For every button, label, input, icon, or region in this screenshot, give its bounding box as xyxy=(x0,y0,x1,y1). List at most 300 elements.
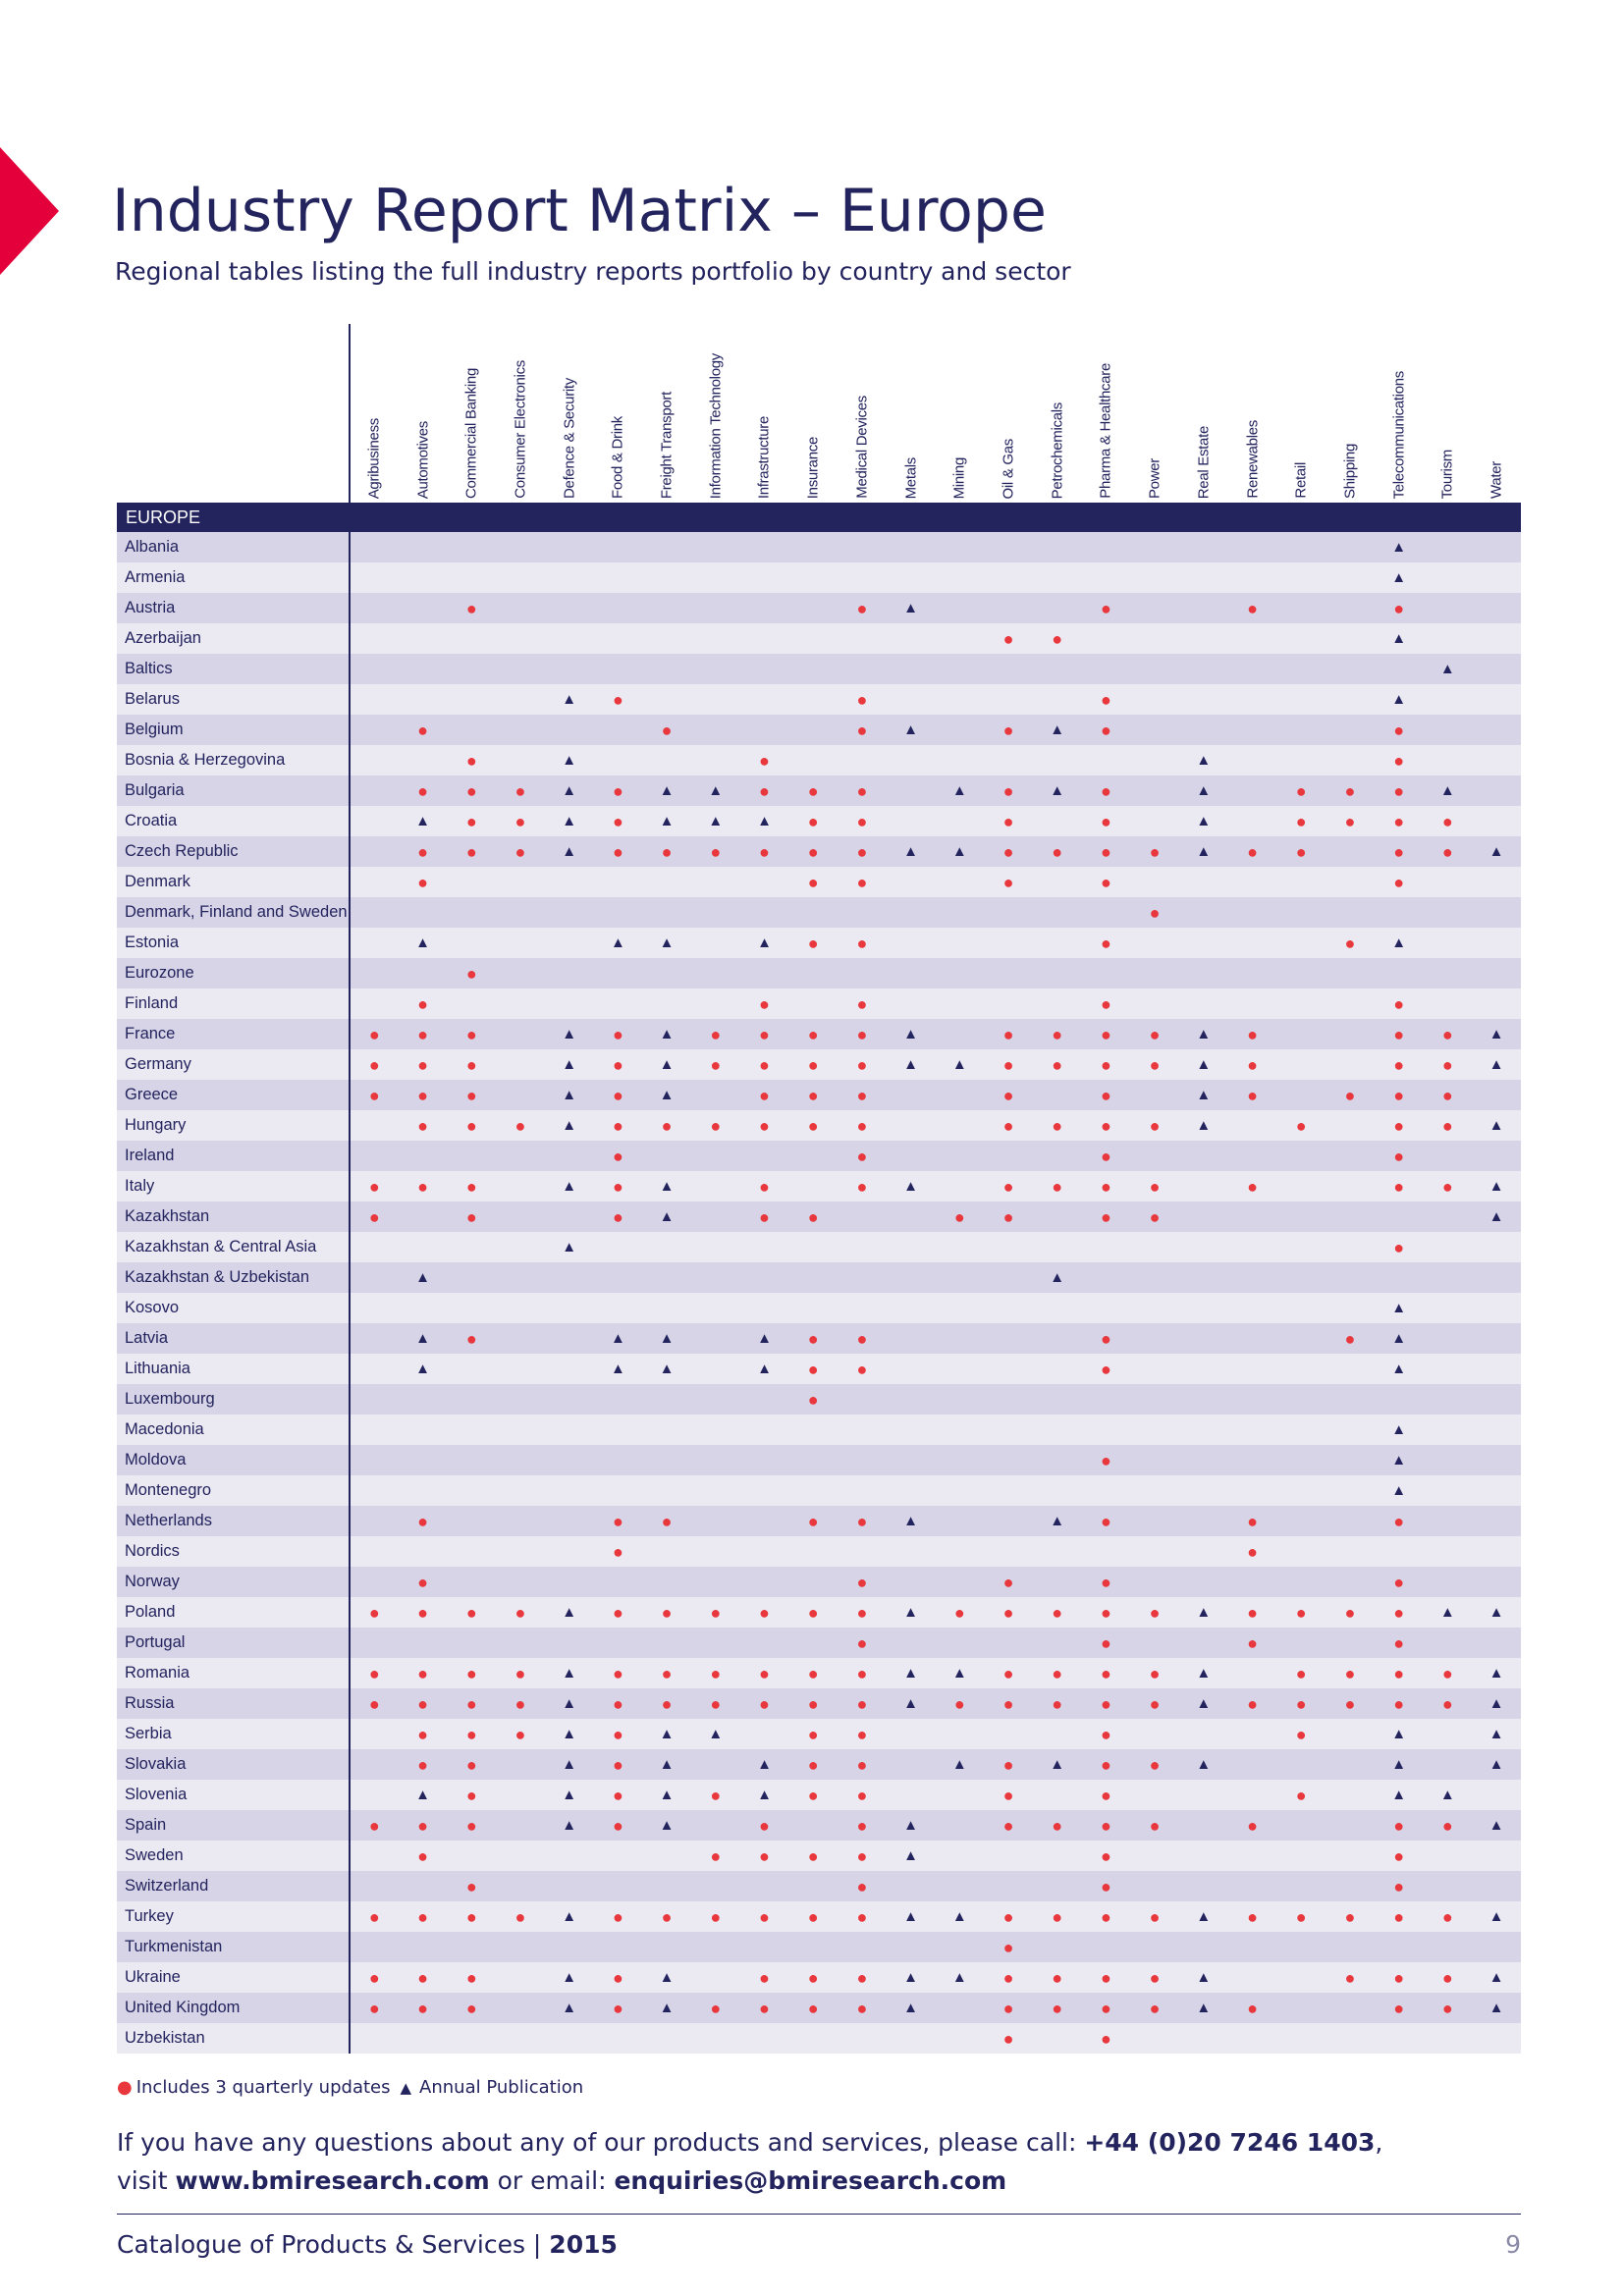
empty-cell xyxy=(1423,623,1472,654)
quarterly-dot-icon: ● xyxy=(1082,715,1131,745)
empty-cell xyxy=(691,1962,740,1993)
column-header xyxy=(496,324,545,503)
quarterly-dot-icon: ● xyxy=(1130,1993,1179,2023)
quarterly-dot-icon: ● xyxy=(350,1019,399,1049)
empty-cell xyxy=(545,1141,594,1171)
empty-cell xyxy=(1082,1293,1131,1323)
empty-cell xyxy=(447,1567,496,1597)
quarterly-dot-icon: ● xyxy=(740,775,789,806)
quarterly-dot-icon: ● xyxy=(447,1049,496,1080)
empty-cell xyxy=(1033,684,1082,715)
empty-cell xyxy=(1228,988,1277,1019)
quarterly-dot-icon: ● xyxy=(399,1019,448,1049)
empty-cell xyxy=(740,958,789,988)
empty-cell xyxy=(496,1810,545,1841)
empty-cell xyxy=(350,654,399,684)
table-row xyxy=(117,1445,1521,1475)
annual-triangle-icon: ▲ xyxy=(545,836,594,867)
quarterly-dot-icon: ● xyxy=(447,1901,496,1932)
annual-triangle-icon: ▲ xyxy=(399,928,448,958)
quarterly-dot-icon: ● xyxy=(740,1080,789,1110)
annual-triangle-icon: ▲ xyxy=(545,1232,594,1262)
quarterly-dot-icon: ● xyxy=(984,2023,1033,2054)
quarterly-dot-icon: ● xyxy=(1375,806,1424,836)
quarterly-dot-icon: ● xyxy=(1326,1080,1375,1110)
annual-triangle-icon: ▲ xyxy=(399,806,448,836)
empty-cell xyxy=(1033,1232,1082,1262)
empty-cell xyxy=(642,1415,691,1445)
quarterly-dot-icon: ● xyxy=(1082,867,1131,897)
triangle-legend-label: Annual Publication xyxy=(419,2077,584,2098)
empty-cell xyxy=(1375,1262,1424,1293)
country-name: Estonia xyxy=(117,928,350,958)
empty-cell xyxy=(496,1262,545,1293)
country-name: Armenia xyxy=(117,562,350,593)
empty-cell xyxy=(496,593,545,623)
empty-cell xyxy=(1228,1323,1277,1354)
annual-triangle-icon: ▲ xyxy=(1179,1080,1228,1110)
annual-triangle-icon: ▲ xyxy=(545,1962,594,1993)
quarterly-dot-icon: ● xyxy=(788,1049,838,1080)
quarterly-dot-icon: ● xyxy=(984,806,1033,836)
empty-cell xyxy=(1276,1506,1326,1536)
quarterly-dot-icon: ● xyxy=(1130,1962,1179,1993)
empty-cell xyxy=(1082,654,1131,684)
annual-triangle-icon: ▲ xyxy=(1472,836,1521,867)
annual-triangle-icon: ▲ xyxy=(545,775,594,806)
column-header xyxy=(642,324,691,503)
empty-cell xyxy=(887,1110,936,1141)
quarterly-dot-icon: ● xyxy=(594,1049,643,1080)
empty-cell xyxy=(594,1384,643,1415)
empty-cell xyxy=(545,623,594,654)
quarterly-dot-icon: ● xyxy=(1228,1810,1277,1841)
quarterly-dot-icon: ● xyxy=(1033,1962,1082,1993)
empty-cell xyxy=(545,1262,594,1293)
empty-cell xyxy=(788,715,838,745)
empty-cell xyxy=(1033,1354,1082,1384)
empty-cell xyxy=(350,623,399,654)
empty-cell xyxy=(1375,1201,1424,1232)
column-header xyxy=(691,324,740,503)
country-name: Montenegro xyxy=(117,1475,350,1506)
empty-cell xyxy=(691,1141,740,1171)
empty-cell xyxy=(642,867,691,897)
annual-triangle-icon: ▲ xyxy=(1033,775,1082,806)
table-row xyxy=(117,1354,1521,1384)
quarterly-dot-icon: ● xyxy=(838,1019,887,1049)
quarterly-dot-icon: ● xyxy=(1276,1780,1326,1810)
empty-cell xyxy=(399,1293,448,1323)
empty-cell xyxy=(642,684,691,715)
empty-cell xyxy=(1423,684,1472,715)
quarterly-dot-icon: ● xyxy=(788,1323,838,1354)
empty-cell xyxy=(1130,623,1179,654)
annual-triangle-icon: ▲ xyxy=(887,1901,936,1932)
quarterly-dot-icon: ● xyxy=(984,1993,1033,2023)
empty-cell xyxy=(740,715,789,745)
empty-cell xyxy=(691,1445,740,1475)
empty-cell xyxy=(496,1628,545,1658)
empty-cell xyxy=(935,1628,984,1658)
matrix-table xyxy=(117,324,1521,2054)
country-name: Greece xyxy=(117,1080,350,1110)
empty-cell xyxy=(1423,745,1472,775)
quarterly-dot-icon: ● xyxy=(740,1810,789,1841)
empty-cell xyxy=(545,897,594,928)
quarterly-dot-icon: ● xyxy=(350,1810,399,1841)
empty-cell xyxy=(642,532,691,562)
annual-triangle-icon: ▲ xyxy=(1179,745,1228,775)
empty-cell xyxy=(788,1171,838,1201)
empty-cell xyxy=(1130,1536,1179,1567)
empty-cell xyxy=(1228,1141,1277,1171)
footer-year: 2015 xyxy=(549,2230,618,2259)
empty-cell xyxy=(887,1719,936,1749)
empty-cell xyxy=(1326,1049,1375,1080)
quarterly-dot-icon: ● xyxy=(1082,1962,1131,1993)
empty-cell xyxy=(788,988,838,1019)
empty-cell xyxy=(399,593,448,623)
empty-cell xyxy=(1472,775,1521,806)
empty-cell xyxy=(1326,1567,1375,1597)
empty-cell xyxy=(1130,1628,1179,1658)
empty-cell xyxy=(740,654,789,684)
empty-cell xyxy=(1472,1262,1521,1293)
empty-cell xyxy=(1130,1141,1179,1171)
quarterly-dot-icon: ● xyxy=(984,1658,1033,1688)
empty-cell xyxy=(1033,1719,1082,1749)
empty-cell xyxy=(1033,988,1082,1019)
country-name: Nordics xyxy=(117,1536,350,1567)
quarterly-dot-icon: ● xyxy=(788,1506,838,1536)
page-number: 9 xyxy=(1505,2230,1521,2259)
quarterly-dot-icon: ● xyxy=(740,1962,789,1993)
empty-cell xyxy=(788,1871,838,1901)
quarterly-dot-icon: ● xyxy=(1033,1110,1082,1141)
empty-cell xyxy=(350,562,399,593)
empty-cell xyxy=(984,684,1033,715)
empty-cell xyxy=(935,806,984,836)
annual-triangle-icon: ▲ xyxy=(740,1749,789,1780)
empty-cell xyxy=(1130,1475,1179,1506)
quarterly-dot-icon: ● xyxy=(838,593,887,623)
quarterly-dot-icon: ● xyxy=(399,775,448,806)
empty-cell xyxy=(887,1536,936,1567)
empty-cell xyxy=(1228,1658,1277,1688)
email-link[interactable]: enquiries@bmiresearch.com xyxy=(614,2166,1007,2195)
empty-cell xyxy=(887,1415,936,1445)
country-name: Kazakhstan xyxy=(117,1201,350,1232)
annual-triangle-icon: ▲ xyxy=(545,1658,594,1688)
quarterly-dot-icon: ● xyxy=(642,715,691,745)
annual-triangle-icon: ▲ xyxy=(691,775,740,806)
empty-cell xyxy=(545,532,594,562)
empty-cell xyxy=(447,897,496,928)
quarterly-dot-icon: ● xyxy=(594,1901,643,1932)
annual-triangle-icon: ▲ xyxy=(887,1049,936,1080)
quarterly-dot-icon: ● xyxy=(1082,1323,1131,1354)
empty-cell xyxy=(887,1232,936,1262)
column-header-label: Agribusiness xyxy=(365,417,383,499)
quarterly-dot-icon: ● xyxy=(1082,1658,1131,1688)
empty-cell xyxy=(1472,2023,1521,2054)
empty-cell xyxy=(1276,1993,1326,2023)
page-title: Industry Report Matrix – Europe xyxy=(112,177,1047,245)
empty-cell xyxy=(399,1141,448,1171)
empty-cell xyxy=(1179,1475,1228,1506)
empty-cell xyxy=(740,1628,789,1658)
annual-triangle-icon: ▲ xyxy=(1472,1658,1521,1688)
quarterly-dot-icon: ● xyxy=(1326,1597,1375,1628)
annual-triangle-icon: ▲ xyxy=(740,928,789,958)
quarterly-dot-icon: ● xyxy=(1130,1019,1179,1049)
quarterly-dot-icon: ● xyxy=(350,1993,399,2023)
empty-cell xyxy=(1276,1841,1326,1871)
table-row xyxy=(117,1384,1521,1415)
empty-cell xyxy=(1130,958,1179,988)
country-name: Czech Republic xyxy=(117,836,350,867)
column-header-label: Pharma & Healthcare xyxy=(1097,363,1114,499)
quarterly-dot-icon: ● xyxy=(935,1597,984,1628)
empty-cell xyxy=(1082,897,1131,928)
empty-cell xyxy=(496,1932,545,1962)
empty-cell xyxy=(1228,654,1277,684)
table-row xyxy=(117,684,1521,715)
quarterly-dot-icon: ● xyxy=(984,1780,1033,1810)
empty-cell xyxy=(935,1323,984,1354)
empty-cell xyxy=(1276,684,1326,715)
empty-cell xyxy=(642,897,691,928)
table-row xyxy=(117,1536,1521,1567)
column-header xyxy=(350,324,399,503)
empty-cell xyxy=(887,562,936,593)
empty-cell xyxy=(1276,1049,1326,1080)
column-header-row xyxy=(117,324,1521,503)
quarterly-dot-icon: ● xyxy=(740,1597,789,1628)
quarterly-dot-icon: ● xyxy=(399,1749,448,1780)
quarterly-dot-icon: ● xyxy=(1375,1688,1424,1719)
empty-cell xyxy=(594,1445,643,1475)
empty-cell xyxy=(1179,1141,1228,1171)
empty-cell xyxy=(1472,1475,1521,1506)
empty-cell xyxy=(1423,1719,1472,1749)
empty-cell xyxy=(984,1841,1033,1871)
quarterly-dot-icon: ● xyxy=(838,715,887,745)
empty-cell xyxy=(1130,532,1179,562)
quarterly-dot-icon: ● xyxy=(1228,1171,1277,1201)
quarterly-dot-icon: ● xyxy=(740,1993,789,2023)
empty-cell xyxy=(887,1384,936,1415)
column-header-label: Defence & Security xyxy=(561,378,578,499)
empty-cell xyxy=(1228,1262,1277,1293)
empty-cell xyxy=(935,1080,984,1110)
annual-triangle-icon: ▲ xyxy=(1033,1749,1082,1780)
empty-cell xyxy=(350,867,399,897)
empty-cell xyxy=(1033,1475,1082,1506)
quarterly-dot-icon: ● xyxy=(447,1780,496,1810)
quarterly-dot-icon: ● xyxy=(1130,1901,1179,1932)
empty-cell xyxy=(691,1506,740,1536)
empty-cell xyxy=(496,684,545,715)
empty-cell xyxy=(984,1262,1033,1293)
empty-cell xyxy=(887,1475,936,1506)
quarterly-dot-icon: ● xyxy=(399,1110,448,1141)
quarterly-dot-icon: ● xyxy=(838,684,887,715)
empty-cell xyxy=(545,1567,594,1597)
quarterly-dot-icon: ● xyxy=(594,1141,643,1171)
empty-cell xyxy=(1130,593,1179,623)
empty-cell xyxy=(1082,1932,1131,1962)
empty-cell xyxy=(1276,897,1326,928)
empty-cell xyxy=(496,1506,545,1536)
empty-cell xyxy=(399,958,448,988)
empty-cell xyxy=(1033,1445,1082,1475)
empty-cell xyxy=(1033,2023,1082,2054)
annual-triangle-icon: ▲ xyxy=(642,1780,691,1810)
empty-cell xyxy=(350,1567,399,1597)
empty-cell xyxy=(1423,1201,1472,1232)
empty-cell xyxy=(1130,1323,1179,1354)
empty-cell xyxy=(1326,1719,1375,1749)
country-name: Denmark, Finland and Sweden xyxy=(117,897,350,928)
empty-cell xyxy=(1228,1780,1277,1810)
column-header-label: Freight Transport xyxy=(658,391,676,499)
empty-cell xyxy=(935,1415,984,1445)
empty-cell xyxy=(984,1323,1033,1354)
empty-cell xyxy=(496,715,545,745)
quarterly-dot-icon: ● xyxy=(399,1993,448,2023)
quarterly-dot-icon: ● xyxy=(1375,715,1424,745)
empty-cell xyxy=(642,1536,691,1567)
quarterly-dot-icon: ● xyxy=(1082,1354,1131,1384)
annual-triangle-icon: ▲ xyxy=(1423,1780,1472,1810)
quarterly-dot-icon: ● xyxy=(1326,1323,1375,1354)
empty-cell xyxy=(350,1871,399,1901)
empty-cell xyxy=(1228,1201,1277,1232)
empty-cell xyxy=(1082,1384,1131,1415)
quarterly-dot-icon: ● xyxy=(740,1110,789,1141)
empty-cell xyxy=(1276,1628,1326,1658)
empty-cell xyxy=(1130,715,1179,745)
annual-triangle-icon: ▲ xyxy=(545,1901,594,1932)
empty-cell xyxy=(545,928,594,958)
empty-cell xyxy=(1472,867,1521,897)
quarterly-dot-icon: ● xyxy=(350,1901,399,1932)
empty-cell xyxy=(545,1415,594,1445)
quarterly-dot-icon: ● xyxy=(984,1597,1033,1628)
annual-triangle-icon: ▲ xyxy=(887,836,936,867)
empty-cell xyxy=(1276,1019,1326,1049)
empty-cell xyxy=(447,1536,496,1567)
column-header xyxy=(1472,324,1521,503)
empty-cell xyxy=(838,1415,887,1445)
quarterly-dot-icon: ● xyxy=(496,775,545,806)
empty-cell xyxy=(1276,1141,1326,1171)
footer-catalogue-label: Catalogue of Products & Services | xyxy=(117,2230,550,2259)
empty-cell xyxy=(447,1384,496,1415)
quarterly-dot-icon: ● xyxy=(1423,1810,1472,1841)
empty-cell xyxy=(740,1141,789,1171)
empty-cell xyxy=(594,958,643,988)
quarterly-dot-icon: ● xyxy=(594,1080,643,1110)
quarterly-dot-icon: ● xyxy=(1082,1141,1131,1171)
empty-cell xyxy=(1228,867,1277,897)
empty-cell xyxy=(984,897,1033,928)
empty-cell xyxy=(1326,715,1375,745)
quarterly-dot-icon: ● xyxy=(1423,1993,1472,2023)
table-row xyxy=(117,1049,1521,1080)
empty-cell xyxy=(1228,897,1277,928)
empty-cell xyxy=(350,1110,399,1141)
empty-cell xyxy=(594,562,643,593)
empty-cell xyxy=(691,745,740,775)
empty-cell xyxy=(887,745,936,775)
website-link[interactable]: www.bmiresearch.com xyxy=(175,2166,490,2195)
empty-cell xyxy=(935,1110,984,1141)
annual-triangle-icon: ▲ xyxy=(545,745,594,775)
quarterly-dot-icon: ● xyxy=(984,715,1033,745)
empty-cell xyxy=(935,1262,984,1293)
empty-cell xyxy=(1130,1080,1179,1110)
table-row xyxy=(117,1749,1521,1780)
empty-cell xyxy=(1423,1841,1472,1871)
empty-cell xyxy=(740,1232,789,1262)
empty-cell xyxy=(1423,1749,1472,1780)
country-name: Italy xyxy=(117,1171,350,1201)
table-row xyxy=(117,1110,1521,1141)
empty-cell xyxy=(887,1141,936,1171)
quarterly-dot-icon: ● xyxy=(838,1841,887,1871)
empty-cell xyxy=(1276,1080,1326,1110)
column-header-label: Commercial Banking xyxy=(462,368,480,499)
empty-cell xyxy=(1179,867,1228,897)
empty-cell xyxy=(691,1293,740,1323)
quarterly-dot-icon: ● xyxy=(740,988,789,1019)
empty-cell xyxy=(1228,775,1277,806)
empty-cell xyxy=(447,2023,496,2054)
quarterly-dot-icon: ● xyxy=(447,593,496,623)
annual-triangle-icon: ▲ xyxy=(887,1841,936,1871)
empty-cell xyxy=(642,562,691,593)
quarterly-dot-icon: ● xyxy=(1228,1901,1277,1932)
empty-cell xyxy=(545,1628,594,1658)
quarterly-dot-icon: ● xyxy=(1082,1780,1131,1810)
annual-triangle-icon: ▲ xyxy=(935,1749,984,1780)
empty-cell xyxy=(838,532,887,562)
column-header-label: Tourism xyxy=(1438,449,1456,499)
empty-cell xyxy=(1228,1719,1277,1749)
empty-cell xyxy=(1228,623,1277,654)
empty-cell xyxy=(788,745,838,775)
empty-cell xyxy=(350,958,399,988)
empty-cell xyxy=(1472,1232,1521,1262)
empty-cell xyxy=(447,532,496,562)
empty-cell xyxy=(887,1323,936,1354)
empty-cell xyxy=(740,1384,789,1415)
quarterly-dot-icon: ● xyxy=(1375,1628,1424,1658)
empty-cell xyxy=(935,715,984,745)
legend xyxy=(117,2077,583,2098)
empty-cell xyxy=(1423,1293,1472,1323)
annual-triangle-icon: ▲ xyxy=(935,836,984,867)
empty-cell xyxy=(984,532,1033,562)
empty-cell xyxy=(594,1841,643,1871)
empty-cell xyxy=(691,623,740,654)
empty-cell xyxy=(1082,562,1131,593)
empty-cell xyxy=(545,1354,594,1384)
empty-cell xyxy=(350,1841,399,1871)
